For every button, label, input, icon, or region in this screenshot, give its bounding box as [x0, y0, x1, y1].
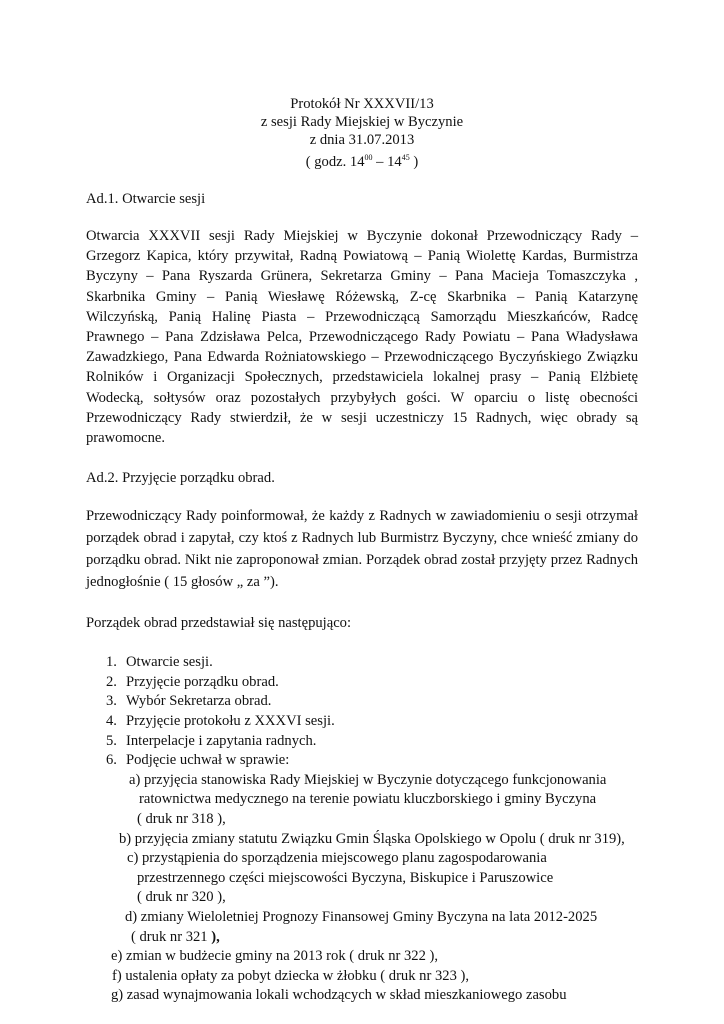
sub-item-f: f) ustalenia opłaty za pobyt dziecka w żłobku ( druk nr 323 ),	[112, 967, 470, 984]
protocol-title: Protokół Nr XXXVII/13	[290, 96, 434, 112]
list-item: 1. Otwarcie sesji.	[106, 654, 213, 671]
list-item: 2. Przyjęcie porządku obrad.	[106, 673, 279, 690]
document-page	[86, 95, 638, 1006]
agenda-list	[86, 653, 638, 1006]
ad1-heading: Ad.1. Otwarcie sesji	[86, 191, 206, 207]
sub-item-e: e) zmian w budżecie gminy na 2013 rok ( druk nr 322 ),	[111, 948, 439, 965]
session-name: z sesji Rady Miejskiej w Byczynie	[260, 114, 464, 130]
list-item: 6. Podjęcie uchwał w sprawie:	[106, 752, 290, 769]
sub-item-g: g) zasad wynajmowania lokali wchodzących w skład mieszkaniowego zasobu	[111, 987, 567, 1004]
ad2-heading: Ad.2. Przyjęcie porządku obrad.	[86, 470, 275, 487]
session-date: z dnia 31.07.2013	[309, 132, 415, 148]
sub-item-d: d) zmiany Wieloletniej Prognozy Finansowej Gminy Byczyna na lata 2012-2025 ( druk nr 321 ),	[125, 908, 598, 945]
list-item: 3. Wybór Sekretarza obrad.	[106, 693, 272, 710]
sub-item-b: b) przyjęcia zmiany statutu Związku Gmin Śląska Opolskiego w Opolu ( druk nr 319),	[119, 830, 625, 847]
sub-item-c: c) przystąpienia do sporządzenia miejscowego planu zagospodarowania przestrzennego części miejscowości Byczyna, Biskupice i Paruszowice ( druk nr 320 ),	[127, 850, 554, 906]
ad1-paragraph: Otwarcia XXXVII sesji Rady Miejskiej w Byczynie dokonał Przewodniczący Rady – Grzegorz Kapica, który przywitał, Radną Powiatową – Panią Wiolettę Kardas, Burmistrza Byczyny – Pana Ryszarda Grünera, Sekretarza Gminy – Pana Macieja Tomaszczyka , Skarbnika Gminy – Panią Wiesławę Różewską, Z-cę Skarbnika – Panią Katarzynę Wilczyńską, Panią Halinę Piasta – Przewodniczącą Samorządu Mieszkańców, Radcę Prawnego – Pana Zdzisława Pelca, Przewodniczącego Rady Powiatu – Pana Władysława Zawadzkiego, Pana Edwarda Rożniatowskiego – Przewodniczącego Byczyńskiego Związku Rolników i Organizacji Społecznych, przedstawiciela lokalnej prasy – Panią Elżbietę Wodecką, sołtysów oraz pozostałych przybyłych gości. W oparciu o listę obecności Przewodniczący Rady stwierdził, że w sesji uczestniczy 15 Radnych, więc obrady są prawomocne.	[86, 228, 638, 447]
list-item: 5. Interpelacje i zapytania radnych.	[106, 732, 317, 749]
session-time: ( godz. $14^{00} - 14^{45}$ )	[305, 153, 419, 170]
list-item: 4. Przyjęcie protokołu z XXXVI sesji.	[106, 713, 335, 730]
protocol-header	[86, 95, 638, 171]
ad2-paragraph: Przewodniczący Rady poinformował, że każdy z Radnych w zawiadomieniu o sesji otrzymał porządek obrad i zapytał, czy ktoś z Radnych lub Burmistrz Byczyny, chce wnieść zmiany do porządku obrad. Nikt nie zaproponował zmian. Porządek obrad został przyjęty przez Radnych jednogłośnie ( 15 głosów „ za ”).	[86, 508, 638, 591]
sub-item-a: a) przyjęcia stanowiska Rady Miejskiej w Byczynie dotyczącego funkcjonowania ratownictwa medycznego na terenie powiatu kluczborskiego i gminy Byczyna ( druk nr 318 ),	[129, 771, 607, 827]
agenda-intro: Porządek obrad przedstawiał się następująco:	[86, 615, 352, 632]
